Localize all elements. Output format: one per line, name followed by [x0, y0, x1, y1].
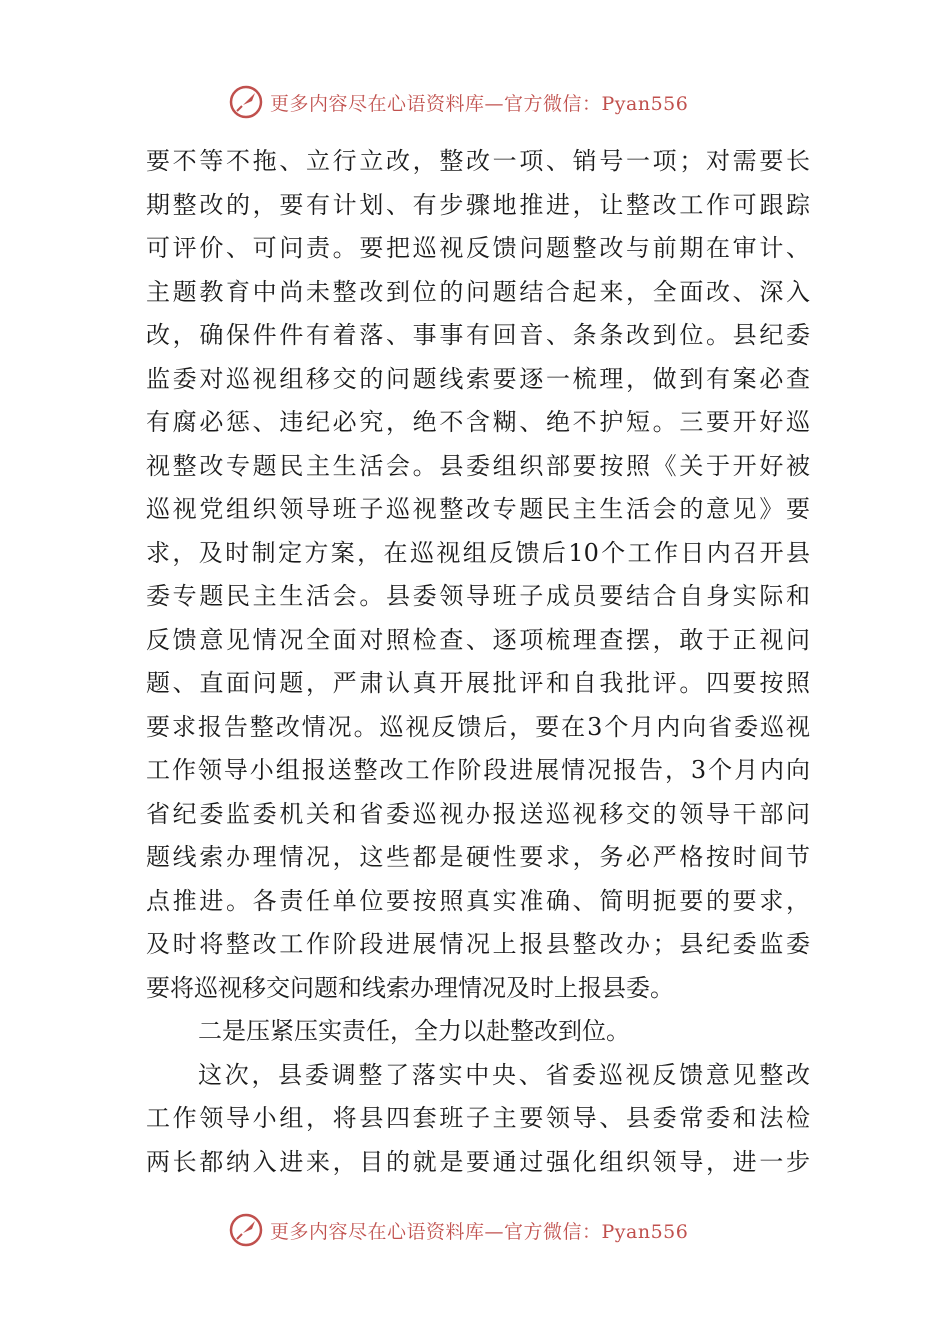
body-line: 这次，县委调整了落实中央、省委巡视反馈意见整改 — [198, 1060, 810, 1089]
header-watermark — [228, 84, 788, 120]
body-line: 及时将整改工作阶段进展情况上报县整改办；县纪委监委 — [146, 930, 810, 958]
body-line: 要将巡视移交问题和线索办理情况及时上报县委。 — [146, 973, 674, 1002]
watermark-text: 更多内容尽在心语资料库—官方微信：Pyan556 — [270, 1220, 689, 1243]
body-line: 点推进。各责任单位要按照真实准确、简明扼要的要求， — [146, 886, 810, 915]
body-line: 委专题民主生活会。县委领导班子成员要结合自身实际和 — [146, 582, 810, 610]
footer-watermark — [228, 1212, 788, 1248]
body-line: 题、直面问题，严肃认真开展批评和自我批评。四要按照 — [146, 669, 810, 697]
quill-logo-icon — [228, 84, 264, 120]
body-line: 要不等不拖、立行立改，整改一项、销号一项；对需要长 — [146, 147, 810, 175]
body-line: 工作领导小组报送整改工作阶段进展情况报告，3个月内向 — [146, 756, 810, 784]
quill-logo-icon — [228, 1212, 264, 1248]
body-line: 工作领导小组，将县四套班子主要领导、县委常委和法检 — [146, 1104, 810, 1132]
body-line: 有腐必惩、违纪必究，绝不含糊、绝不护短。三要开好巡 — [146, 408, 810, 436]
watermark-text: 更多内容尽在心语资料库—官方微信：Pyan556 — [270, 92, 689, 115]
body-line: 反馈意见情况全面对照检查、逐项梳理查摆，敢于正视问 — [146, 625, 810, 654]
body-line: 要求报告整改情况。巡视反馈后，要在3个月内向省委巡视 — [146, 712, 810, 741]
body-line: 求，及时制定方案，在巡视组反馈后10个工作日内召开县 — [146, 538, 810, 567]
body-line: 省纪委监委机关和省委巡视办报送巡视移交的领导干部问 — [146, 799, 810, 828]
body-line: 巡视党组织领导班子巡视整改专题民主生活会的意见》要 — [146, 495, 810, 523]
document-body — [146, 140, 810, 1184]
body-line: 可评价、可问责。要把巡视反馈问题整改与前期在审计、 — [146, 234, 810, 262]
body-line: 视整改专题民主生活会。县委组织部要按照《关于开好被 — [146, 451, 810, 480]
body-line: 改，确保件件有着落、事事有回音、条条改到位。县纪委 — [146, 321, 810, 349]
body-line: 题线索办理情况，这些都是硬性要求，务必严格按时间节 — [146, 843, 810, 871]
section-heading: 二是压紧压实责任，全力以赴整改到位。 — [198, 1017, 630, 1045]
body-line: 监委对巡视组移交的问题线索要逐一梳理，做到有案必查 — [146, 364, 810, 393]
body-line: 两长都纳入进来，目的就是要通过强化组织领导，进一步 — [146, 1147, 810, 1176]
body-line: 主题教育中尚未整改到位的问题结合起来，全面改、深入 — [146, 277, 810, 306]
body-line: 期整改的，要有计划、有步骤地推进，让整改工作可跟踪 — [146, 190, 810, 219]
